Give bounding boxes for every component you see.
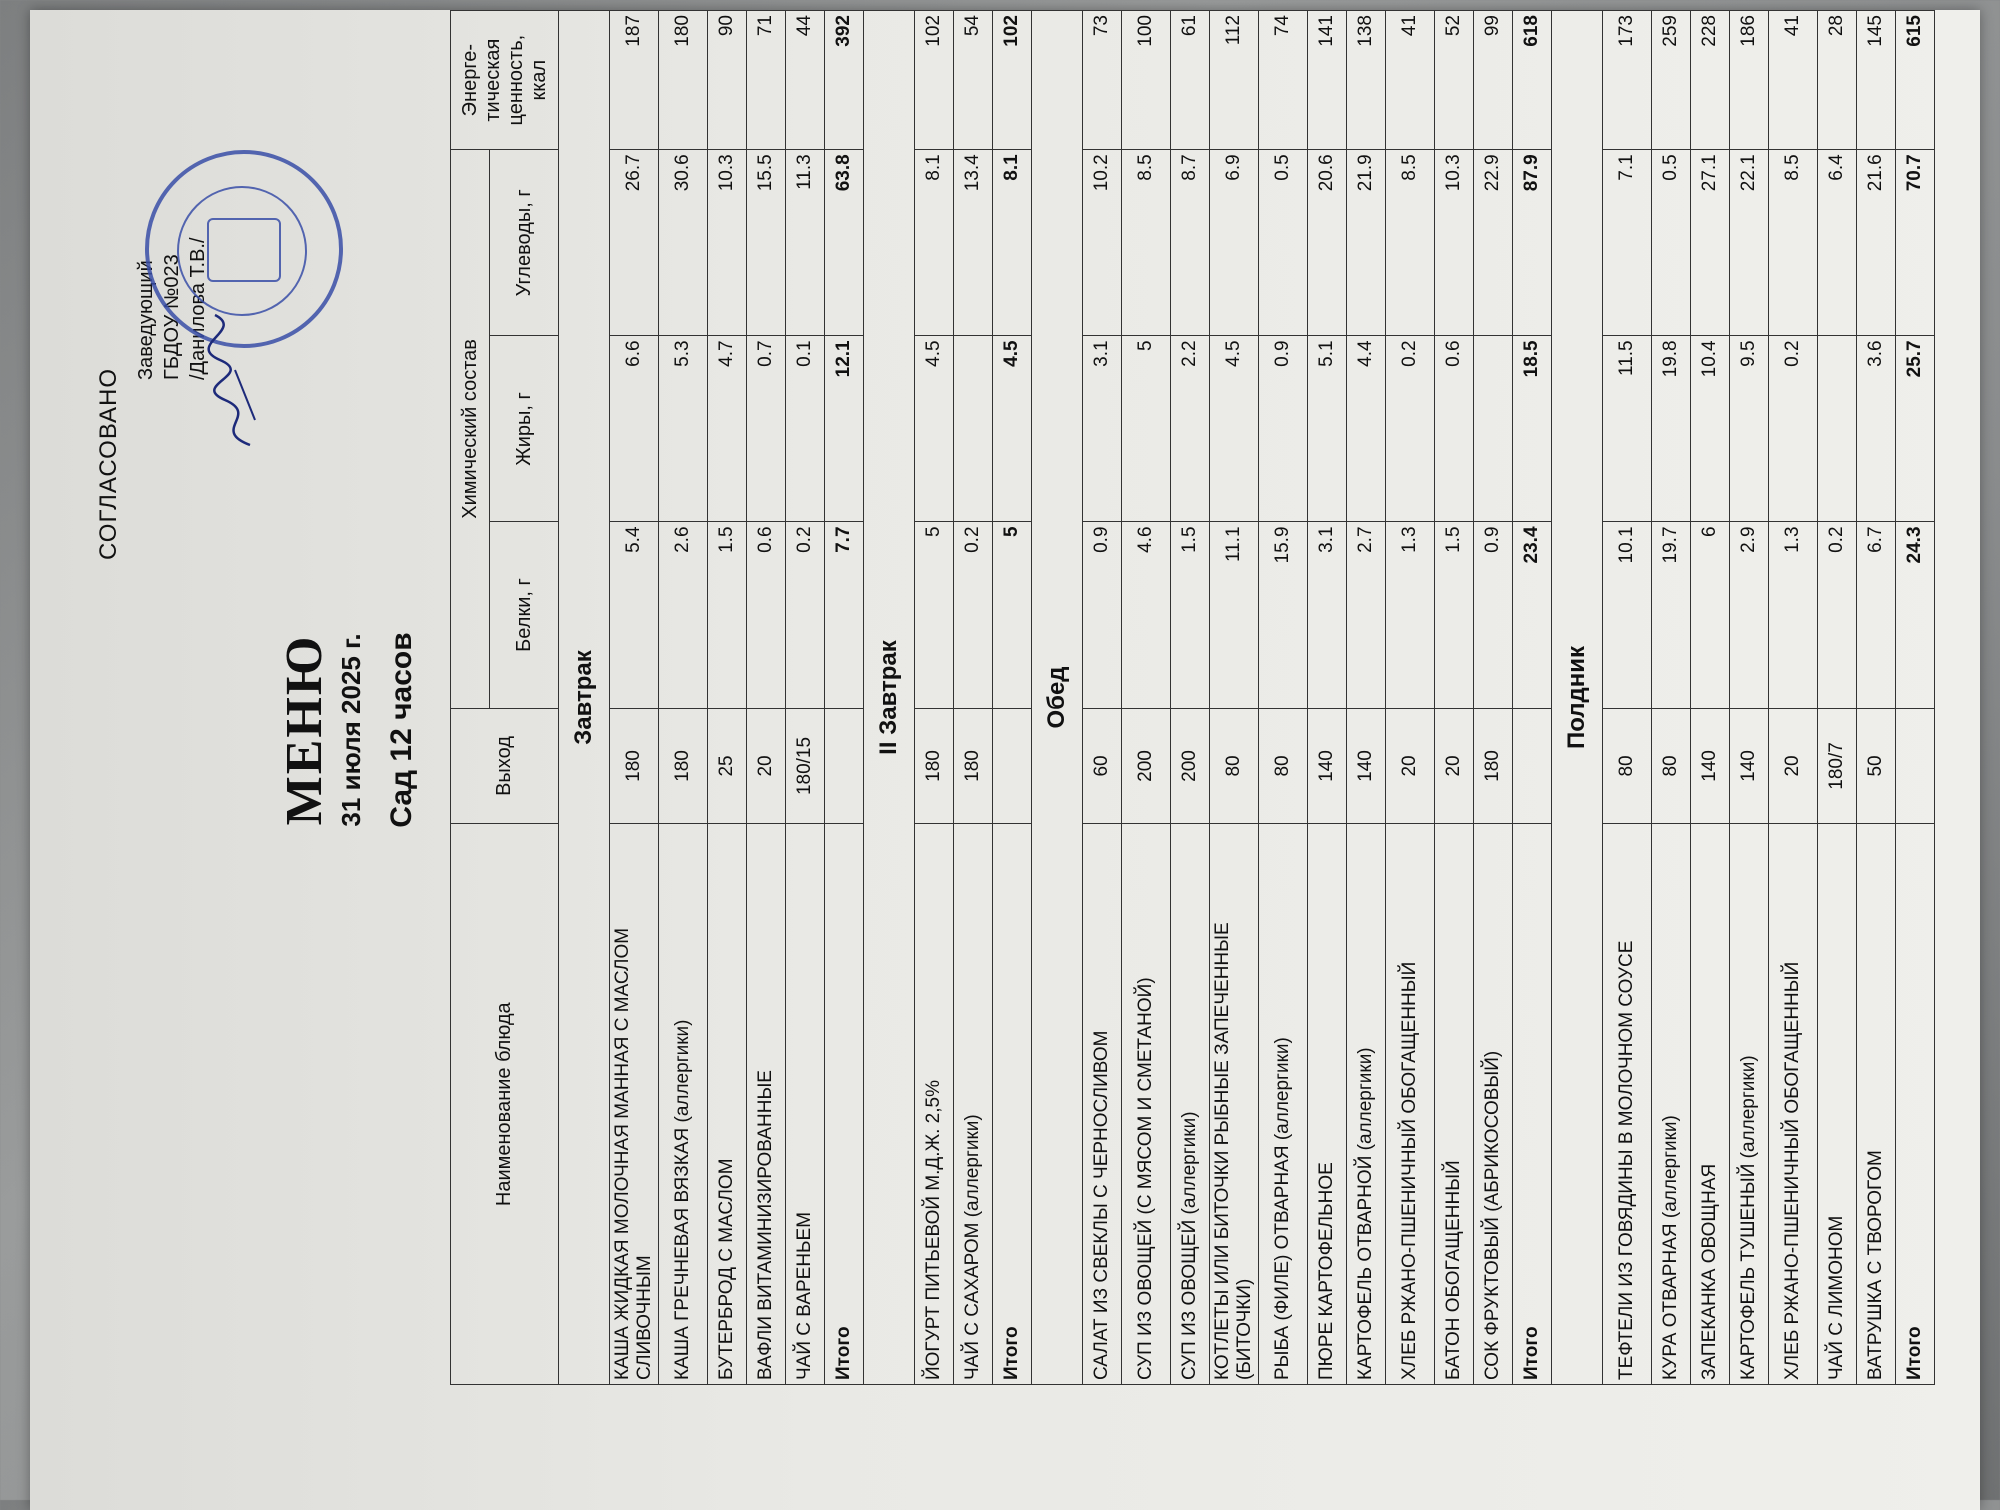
dish-protein: 1.5 [1171,522,1210,708]
dish-energy: 28 [1818,11,1857,150]
header-protein: Белки, г [490,522,559,708]
dish-output: 80 [1210,708,1259,824]
table-body [559,11,1935,1385]
dish-protein: 1.3 [1769,522,1818,708]
dish-protein: 19.7 [1652,522,1691,708]
header-energy: Энерге-тическая ценность, ккал [451,11,559,150]
dish-fat: 3.6 [1857,336,1896,522]
table-head [451,11,559,1385]
dish-fat [1818,336,1857,522]
dish-output: 140 [1691,708,1730,824]
total-energy: 102 [993,11,1032,150]
dish-output: 60 [1083,708,1122,824]
dish-fat: 0.9 [1259,336,1308,522]
dish-output: 180 [954,708,993,824]
dish-energy: 112 [1210,11,1259,150]
dish-protein: 1.5 [1435,522,1474,708]
dish-output: 180/7 [1818,708,1857,824]
table-row [708,11,747,1385]
dish-protein: 1.5 [708,522,747,708]
paper-sheet [30,10,1980,1510]
dish-output: 20 [1769,708,1818,824]
dish-output: 140 [1308,708,1347,824]
table-row [659,11,708,1385]
dish-carbs: 11.3 [786,150,825,336]
dish-protein: 0.2 [954,522,993,708]
dish-name: ПЮРЕ КАРТОФЕЛЬНОЕ [1308,824,1347,1385]
dish-fat: 9.5 [1730,336,1769,522]
section-row [1552,11,1603,1385]
dish-fat: 4.5 [1210,336,1259,522]
stamp-emblem [207,218,281,282]
dish-carbs: 8.5 [1386,150,1435,336]
approval-org: ГБДОУ №023 [161,254,183,380]
table-row [1083,11,1122,1385]
dish-name: ВАТРУШКА С ТВОРОГОМ [1857,824,1896,1385]
dish-energy: 41 [1386,11,1435,150]
dish-fat: 3.1 [1083,336,1122,522]
dish-energy: 228 [1691,11,1730,150]
dish-output: 180 [915,708,954,824]
total-carbs: 8.1 [993,150,1032,336]
total-energy: 618 [1513,11,1552,150]
header-chemical: Химический состав [451,150,490,708]
dish-protein: 2.6 [659,522,708,708]
table-row [1730,11,1769,1385]
dish-carbs: 7.1 [1603,150,1652,336]
dish-name: КОТЛЕТЫ ИЛИ БИТОЧКИ РЫБНЫЕ ЗАПЕЧЕННЫЕ (БИТОЧКИ) [1210,824,1259,1385]
total-label: Итого [1896,824,1935,1385]
dish-name: САЛАТ ИЗ СВЕКЛЫ С ЧЕРНОСЛИВОМ [1083,824,1122,1385]
approval-title: СОГЛАСОВАНО [95,367,122,560]
total-carbs: 87.9 [1513,150,1552,336]
dish-carbs: 10.3 [708,150,747,336]
dish-name: КАША ГРЕЧНЕВАЯ ВЯЗКАЯ (аллергики) [659,824,708,1385]
rotated-document [75,10,1955,1450]
table-row [1308,11,1347,1385]
table-row [954,11,993,1385]
total-carbs: 70.7 [1896,150,1935,336]
dish-carbs: 8.5 [1122,150,1171,336]
dish-energy: 90 [708,11,747,150]
dish-energy: 52 [1435,11,1474,150]
table-row [1435,11,1474,1385]
dish-output: 180 [659,708,708,824]
total-fat: 18.5 [1513,336,1552,522]
table-row [1603,11,1652,1385]
dish-name: ЙОГУРТ ПИТЬЕВОЙ М.Д.Ж. 2,5% [915,824,954,1385]
dish-name: КАША ЖИДКАЯ МОЛОЧНАЯ МАННАЯ С МАСЛОМ СЛИВОЧНЫМ [610,824,659,1385]
dish-fat: 0.7 [747,336,786,522]
table-row [915,11,954,1385]
table-row [1691,11,1730,1385]
total-protein: 23.4 [1513,522,1552,708]
section-title: Обед [1032,11,1083,1385]
dish-carbs: 6.4 [1818,150,1857,336]
header-output: Выход [451,708,559,824]
dish-output: 200 [1171,708,1210,824]
dish-fat: 0.6 [1435,336,1474,522]
dish-name: ЗАПЕКАНКА ОВОЩНАЯ [1691,824,1730,1385]
dish-protein: 0.2 [786,522,825,708]
dish-name: БУТЕРБРОД С МАСЛОМ [708,824,747,1385]
dish-energy: 73 [1083,11,1122,150]
dish-fat: 5 [1122,336,1171,522]
total-protein: 7.7 [825,522,864,708]
section-title: II Завтрак [864,11,915,1385]
dish-energy: 41 [1769,11,1818,150]
total-row [825,11,864,1385]
dish-fat: 11.5 [1603,336,1652,522]
dish-output: 80 [1652,708,1691,824]
signature-scribble [205,310,265,450]
total-row [1513,11,1552,1385]
dish-output: 50 [1857,708,1896,824]
dish-carbs: 0.5 [1259,150,1308,336]
header-fat: Жиры, г [490,336,559,522]
dish-fat: 10.4 [1691,336,1730,522]
section-row [1032,11,1083,1385]
table-row [786,11,825,1385]
menu-header [275,10,419,1450]
dish-protein: 6.7 [1857,522,1896,708]
dish-energy: 187 [610,11,659,150]
header-carbs: Углеводы, г [490,150,559,336]
dish-protein: 3.1 [1308,522,1347,708]
dish-carbs: 10.2 [1083,150,1122,336]
total-output [1513,708,1552,824]
total-label: Итого [993,824,1032,1385]
dish-protein: 2.7 [1347,522,1386,708]
dish-energy: 145 [1857,11,1896,150]
dish-name: ХЛЕБ РЖАНО-ПШЕНИЧНЫЙ ОБОГАЩЕННЫЙ [1386,824,1435,1385]
dish-carbs: 8.5 [1769,150,1818,336]
dish-protein: 6 [1691,522,1730,708]
section-row [864,11,915,1385]
dish-energy: 259 [1652,11,1691,150]
dish-output: 140 [1347,708,1386,824]
dish-name: КАРТОФЕЛЬ ОТВАРНОЙ (аллергики) [1347,824,1386,1385]
table-row [1652,11,1691,1385]
dish-energy: 99 [1474,11,1513,150]
dish-carbs: 0.5 [1652,150,1691,336]
dish-energy: 138 [1347,11,1386,150]
dish-protein: 0.9 [1474,522,1513,708]
dish-protein: 4.6 [1122,522,1171,708]
dish-carbs: 26.7 [610,150,659,336]
approval-signer: /Данилова Т.В./ [187,237,209,380]
dish-energy: 44 [786,11,825,150]
dish-carbs: 8.7 [1171,150,1210,336]
dish-carbs: 22.1 [1730,150,1769,336]
dish-name: ЧАЙ С ЛИМОНОМ [1818,824,1857,1385]
table-row [1857,11,1896,1385]
table-row [1818,11,1857,1385]
dish-carbs: 27.1 [1691,150,1730,336]
dish-output: 200 [1122,708,1171,824]
dish-name: ТЕФТЕЛИ ИЗ ГОВЯДИНЫ В МОЛОЧНОМ СОУСЕ [1603,824,1652,1385]
table-row [1347,11,1386,1385]
total-protein: 24.3 [1896,522,1935,708]
dish-carbs: 21.6 [1857,150,1896,336]
table-row [1386,11,1435,1385]
dish-protein: 0.6 [747,522,786,708]
dish-carbs: 20.6 [1308,150,1347,336]
dish-output: 80 [1603,708,1652,824]
dish-fat: 0.2 [1386,336,1435,522]
dish-protein: 5.4 [610,522,659,708]
table-row [747,11,786,1385]
dish-fat: 5.3 [659,336,708,522]
dish-carbs: 30.6 [659,150,708,336]
dish-energy: 74 [1259,11,1308,150]
section-title: Полдник [1552,11,1603,1385]
dish-fat [954,336,993,522]
dish-carbs: 10.3 [1435,150,1474,336]
dish-fat: 2.2 [1171,336,1210,522]
table-row [1171,11,1210,1385]
dish-protein: 1.3 [1386,522,1435,708]
total-fat: 4.5 [993,336,1032,522]
dish-protein: 2.9 [1730,522,1769,708]
dish-energy: 71 [747,11,786,150]
total-protein: 5 [993,522,1032,708]
dish-name: СУП ИЗ ОВОЩЕЙ (аллергики) [1171,824,1210,1385]
dish-fat: 0.2 [1769,336,1818,522]
total-row [993,11,1032,1385]
total-output [1896,708,1935,824]
menu-table [450,10,1935,1385]
dish-name: СОК ФРУКТОВЫЙ (АБРИКОСОВЫЙ) [1474,824,1513,1385]
total-carbs: 63.8 [825,150,864,336]
total-energy: 615 [1896,11,1935,150]
dish-name: ВАФЛИ ВИТАМИНИЗИРОВАННЫЕ [747,824,786,1385]
table-row [610,11,659,1385]
section-row [559,11,610,1385]
total-energy: 392 [825,11,864,150]
dish-output: 180 [1474,708,1513,824]
menu-date: 31 июля 2025 г. [336,633,366,827]
dish-energy: 141 [1308,11,1347,150]
table-row [1259,11,1308,1385]
dish-carbs: 8.1 [915,150,954,336]
dish-energy: 100 [1122,11,1171,150]
header-dish-name: Наименование блюда [451,824,559,1385]
dish-energy: 54 [954,11,993,150]
dish-fat: 4.5 [915,336,954,522]
total-row [1896,11,1935,1385]
dish-fat: 5.1 [1308,336,1347,522]
dish-name: РЫБА (ФИЛЕ) ОТВАРНАЯ (аллергики) [1259,824,1308,1385]
dish-output: 25 [708,708,747,824]
dish-energy: 61 [1171,11,1210,150]
dish-protein: 15.9 [1259,522,1308,708]
total-output [993,708,1032,824]
dish-output: 140 [1730,708,1769,824]
table-row [1474,11,1513,1385]
dish-protein: 0.2 [1818,522,1857,708]
dish-fat [1474,336,1513,522]
table-row [1210,11,1259,1385]
dish-carbs: 21.9 [1347,150,1386,336]
dish-name: ХЛЕБ РЖАНО-ПШЕНИЧНЫЙ ОБОГАЩЕННЫЙ [1769,824,1818,1385]
dish-fat: 4.7 [708,336,747,522]
dish-energy: 186 [1730,11,1769,150]
dish-name: ЧАЙ С САХАРОМ (аллергики) [954,824,993,1385]
dish-carbs: 6.9 [1210,150,1259,336]
total-label: Итого [1513,824,1552,1385]
menu-subtitle: Сад 12 часов [385,632,418,828]
dish-fat: 6.6 [610,336,659,522]
dish-name: СУП ИЗ ОВОЩЕЙ (С МЯСОМ И СМЕТАНОЙ) [1122,824,1171,1385]
dish-carbs: 15.5 [747,150,786,336]
dish-output: 180/15 [786,708,825,824]
dish-energy: 102 [915,11,954,150]
dish-energy: 173 [1603,11,1652,150]
dish-fat: 4.4 [1347,336,1386,522]
total-fat: 25.7 [1896,336,1935,522]
dish-protein: 10.1 [1603,522,1652,708]
dish-fat: 19.8 [1652,336,1691,522]
dish-name: КАРТОФЕЛЬ ТУШЕНЫЙ (аллергики) [1730,824,1769,1385]
dish-output: 180 [610,708,659,824]
table-row [1769,11,1818,1385]
dish-energy: 180 [659,11,708,150]
dish-name: КУРА ОТВАРНАЯ (аллергики) [1652,824,1691,1385]
section-title: Завтрак [559,11,610,1385]
dish-output: 20 [747,708,786,824]
menu-title: МЕНЮ [276,634,333,826]
approval-position: Заведующий [135,260,157,380]
dish-output: 80 [1259,708,1308,824]
dish-carbs: 13.4 [954,150,993,336]
dish-name: БАТОН ОБОГАЩЕННЫЙ [1435,824,1474,1385]
dish-protein: 11.1 [1210,522,1259,708]
total-output [825,708,864,824]
total-fat: 12.1 [825,336,864,522]
dish-protein: 5 [915,522,954,708]
dish-name: ЧАЙ С ВАРЕНЬЕМ [786,824,825,1385]
total-label: Итого [825,824,864,1385]
dish-fat: 0.1 [786,336,825,522]
dish-carbs: 22.9 [1474,150,1513,336]
dish-output: 20 [1386,708,1435,824]
table-row [1122,11,1171,1385]
dish-protein: 0.9 [1083,522,1122,708]
dish-output: 20 [1435,708,1474,824]
